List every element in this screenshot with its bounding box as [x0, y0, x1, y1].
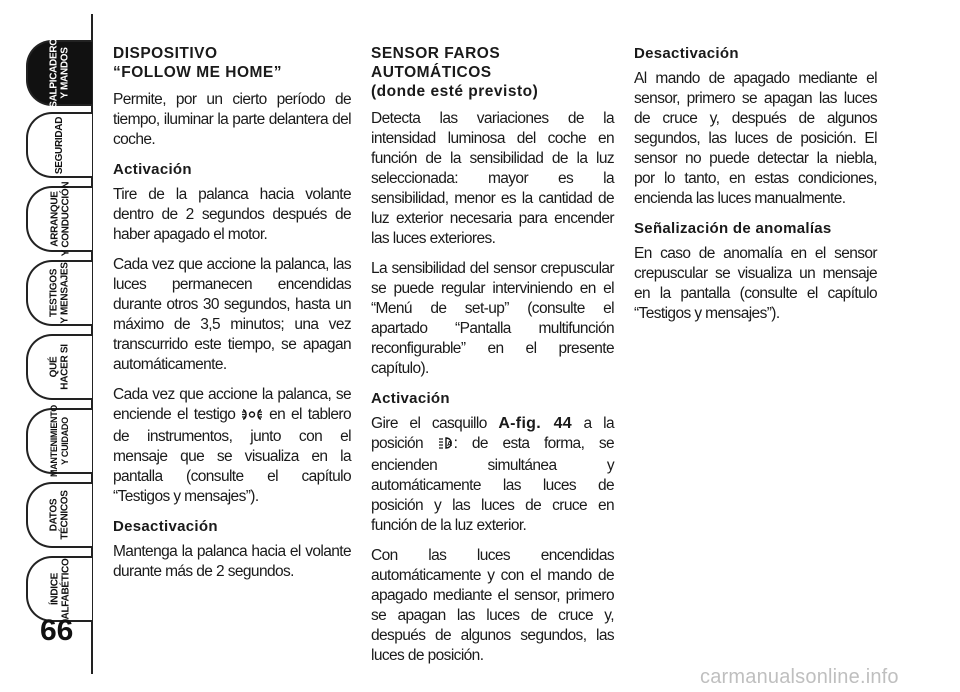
- paragraph: Detecta las variaciones de la intensidad luminosa del coche en función de la sensibilidad de la luz seleccionada: mayor es la sensibilidad, menor es la cantidad de luz exterior necesaria para encender las luces exteriores.: [371, 110, 614, 247]
- paragraph: [113, 385, 351, 507]
- figure-reference: A-fig. 44: [498, 415, 572, 432]
- paragraph: Al mando de apagado mediante el sensor, primero se apagan las luces de cruce y, después de algunos segundos, las luces de posición. El sensor no puede detectar la niebla, por lo tanto, en estas condiciones, encienda las luces manualmente.: [634, 70, 877, 207]
- paragraph: La sensibilidad del sensor crepuscular se puede regular interviniendo en el “Menú de set-up” (consulte el apartado “Pantalla multifunción reconfigurable” en el presente capítulo).: [371, 260, 614, 377]
- title-line: “FOLLOW ME HOME”: [113, 64, 283, 81]
- paragraph: En caso de anomalía en el sensor crepuscular se visualiza un mensaje en la pantalla (consulte el capítulo “Testigos y mensajes”).: [634, 245, 877, 322]
- text-run: Gire el casquillo: [371, 415, 499, 432]
- tab-label: TESTIGOS Y MENSAJES: [48, 262, 71, 324]
- title-line: DISPOSITIVO: [113, 45, 218, 62]
- paragraph: Con las luces encendidas automáticamente y con el mando de apagado mediante el sensor, primero se apagan las luces de cruce y, después de algunos segundos, las luces de posición.: [371, 547, 614, 664]
- column-desactivacion: [634, 44, 877, 334]
- subheading: Activación: [113, 161, 192, 178]
- subheading: Activación: [371, 390, 450, 407]
- tab-que-hacer[interactable]: [26, 334, 92, 400]
- column-follow-me-home: [113, 44, 351, 592]
- tab-label: SEGURIDAD: [54, 116, 66, 174]
- column-sensor-faros: [371, 44, 614, 676]
- paragraph: Cada vez que accione la palanca, las luces permanecen encendidas durante otros 30 segundos, hasta un máximo de 3,5 minutos; una vez transcurrido este tiempo, se apagan automáticamente.: [113, 256, 351, 373]
- watermark-link[interactable]: carmanualsonline.info: [700, 666, 899, 688]
- text-run: : de esta forma, se encienden simultánea y automáticamente las luces de posición y las luces de cruce en función de la luz exterior.: [371, 435, 615, 534]
- tab-salpicadero[interactable]: [26, 40, 92, 106]
- tab-datos-tecnicos[interactable]: [26, 482, 92, 548]
- follow-me-home-warning-icon: [241, 407, 263, 427]
- tab-label: ARRANQUE Y CONDUCCIÓN: [49, 181, 71, 257]
- tab-label: ÍNDICE ALFABÉTICO: [48, 558, 71, 620]
- tab-indice[interactable]: [26, 556, 92, 622]
- section-title: [371, 44, 614, 101]
- title-line: AUTOMÁTICOS: [371, 64, 492, 81]
- paragraph: Permite, por un cierto período de tiempo, iluminar la parte delantera del coche.: [113, 91, 351, 148]
- auto-headlight-icon: [438, 436, 454, 456]
- tab-label: MANTENIMIENTO Y CUIDADO: [49, 405, 70, 477]
- subheading: Desactivación: [634, 45, 739, 62]
- section-sidebar: [0, 0, 100, 692]
- subheading: Desactivación: [113, 518, 218, 535]
- title-line: SENSOR FAROS: [371, 45, 501, 62]
- tab-label: SALPICADERO Y MANDOS: [49, 38, 72, 108]
- paragraph: Tire de la palanca hacia volante dentro de 2 segundos después de haber apagado el motor.: [113, 186, 351, 243]
- svg-text:A: A: [446, 441, 452, 448]
- tab-seguridad[interactable]: [26, 112, 92, 178]
- paragraph: Mantenga la palanca hacia el volante durante más de 2 segundos.: [113, 543, 351, 580]
- section-title: [113, 44, 351, 82]
- text-run: Cada vez que accione la palanca, se enciende el testigo: [113, 386, 351, 423]
- subheading: Señalización de anomalías: [634, 220, 832, 237]
- tab-label: DATOS TÉCNICOS: [49, 490, 71, 540]
- paragraph: [371, 414, 614, 536]
- text-run: a la posición: [371, 415, 614, 452]
- title-line: (donde esté previsto): [371, 83, 539, 100]
- text-run: en el tablero de instrumentos, junto con el mensaje que se visualiza en la pantalla (consulte el capítulo “Testigos y mensajes”).: [113, 406, 351, 505]
- tab-testigos[interactable]: [26, 260, 92, 326]
- tab-label: QUÉ HACER SI: [48, 344, 71, 390]
- page-number: 66: [40, 614, 74, 647]
- tab-arranque[interactable]: [26, 181, 92, 257]
- tab-mantenimiento[interactable]: [26, 405, 92, 477]
